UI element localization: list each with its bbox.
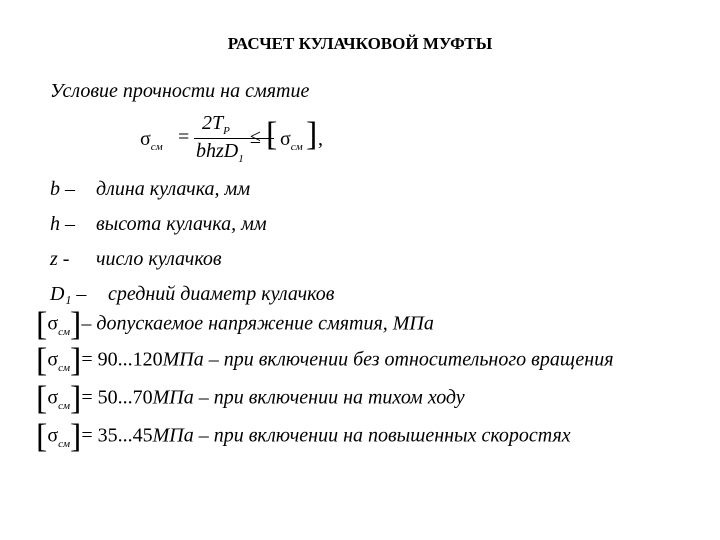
leq-sign: ≤ <box>250 126 261 148</box>
strength-condition-heading: Условие прочности на смятие <box>50 80 310 102</box>
left-bracket: [ <box>266 116 278 153</box>
variable-d1 <box>50 283 334 306</box>
allowable-definition-text: – допускаемое напряжение смятия, МПа <box>81 312 434 335</box>
right-bracket: ] <box>306 116 318 153</box>
fraction-denominator: bhzD$_1$ <box>196 140 244 165</box>
variable-description: число кулачков <box>96 248 222 270</box>
variable-b <box>50 178 250 201</box>
variable-description: высота кулачка, мм <box>96 213 267 235</box>
variable-h <box>50 213 267 236</box>
allowable-case-row: $[\sigma_{см}]= 90...120МПа$ – при включении без относительного вращения <box>36 342 614 379</box>
variable-symbol: D₁ – <box>50 283 87 305</box>
sigma-rhs: $\sigma_{см}$ <box>280 128 303 153</box>
fraction-numerator: $2T_P$ <box>202 112 230 137</box>
sigma-lhs: $\sigma_{см}$ <box>140 128 163 153</box>
variable-z <box>50 248 222 271</box>
slide-title: РАСЧЕТ КУЛАЧКОВОЙ МУФТЫ <box>227 34 493 53</box>
equals-sign: = <box>178 126 190 148</box>
allowable-case-row: $[\sigma_{см}]= 50...70МПа$ – при включении на тихом ходу <box>36 380 465 417</box>
variable-symbol: h – <box>50 213 75 235</box>
fraction-bar <box>194 138 274 139</box>
formula-comma: , <box>318 128 323 150</box>
allowable-case-row: $[\sigma_{см}]= 35...45МПа$ – при включении на повышенных скоростях <box>36 418 571 455</box>
variable-symbol: b – <box>50 178 75 200</box>
variable-symbol: z - <box>50 248 70 270</box>
variable-description: средний диаметр кулачков <box>108 283 335 305</box>
allowable-definition-row: $[\sigma_{см}]-$ допускаемое напряжение смятия, МПа <box>36 306 434 343</box>
variable-description: длина кулачка, мм <box>96 178 251 200</box>
